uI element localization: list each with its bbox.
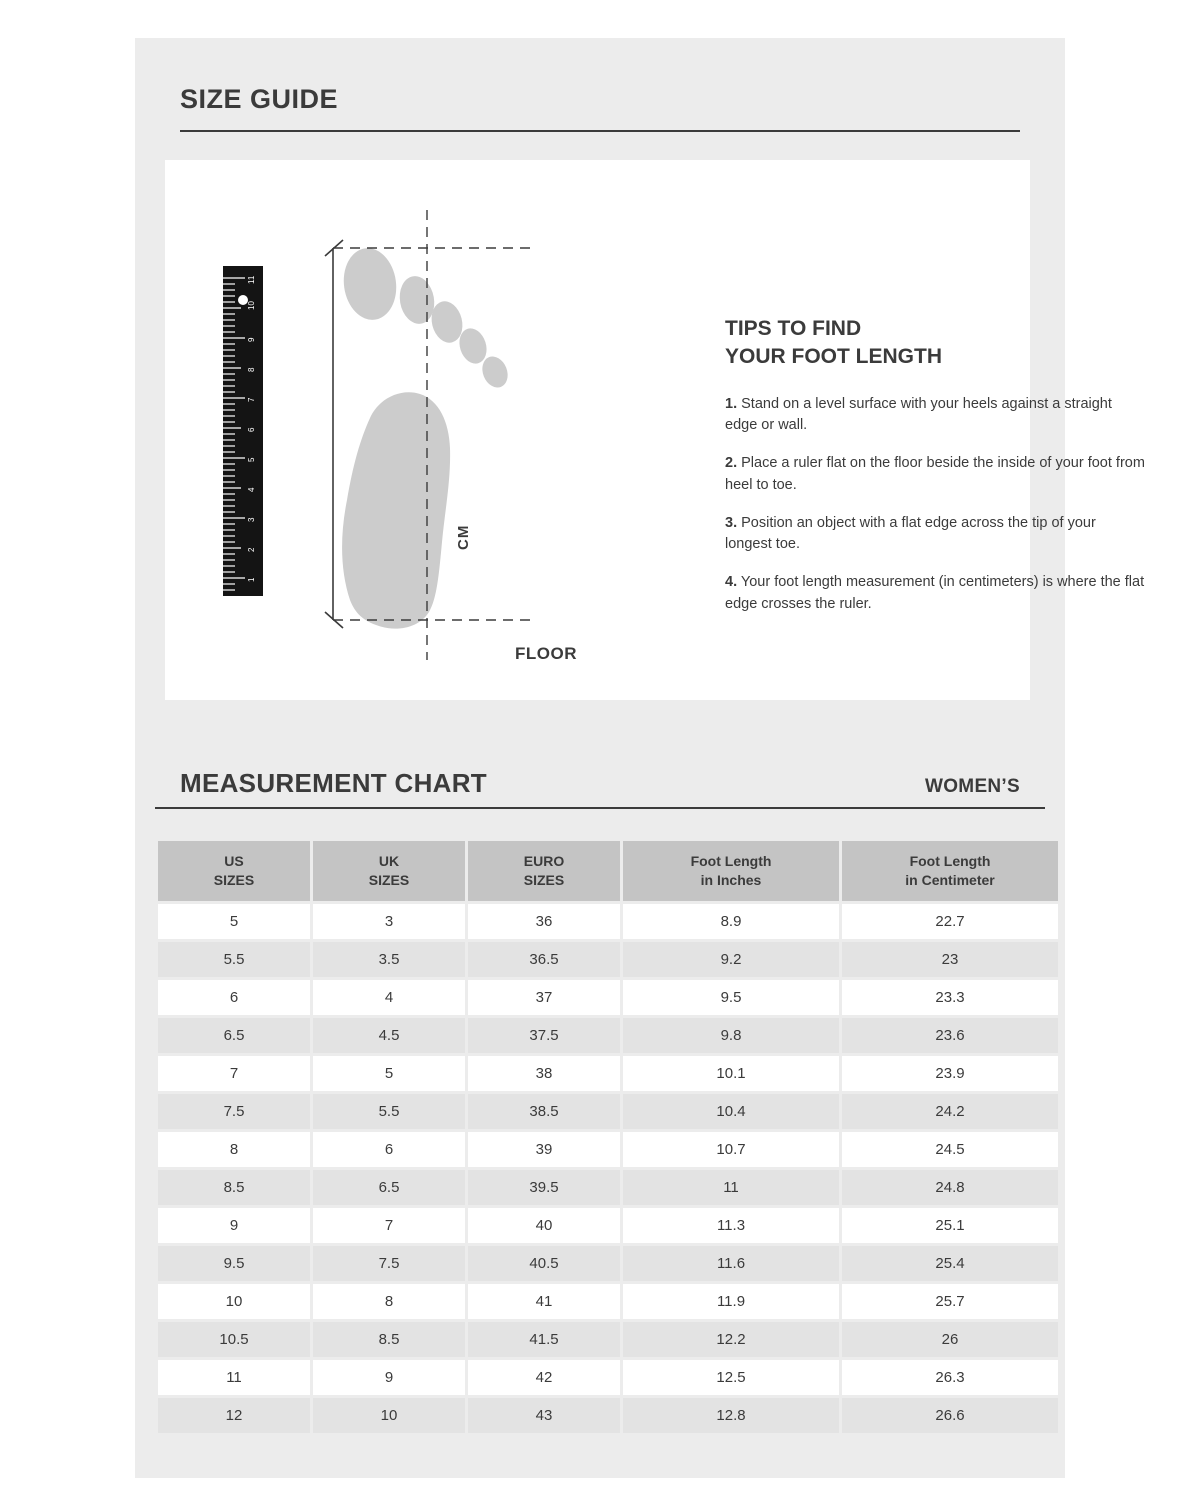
cell-inches: 12.2 xyxy=(623,1322,839,1357)
cell-uk: 3 xyxy=(313,904,465,939)
table-row xyxy=(158,1208,1058,1243)
cell-inches: 11.9 xyxy=(623,1284,839,1319)
cell-uk: 8 xyxy=(313,1284,465,1319)
header-line1: US xyxy=(224,853,244,869)
svg-text:3: 3 xyxy=(247,517,256,522)
cell-uk: 10 xyxy=(313,1398,465,1433)
svg-text:2: 2 xyxy=(247,547,256,552)
table-body xyxy=(158,904,1058,1433)
foot-silhouette-icon xyxy=(339,245,512,629)
header-line2: in Inches xyxy=(700,871,762,888)
header-line2: SIZES xyxy=(368,871,410,888)
cell-us: 11 xyxy=(158,1360,310,1395)
cell-uk: 9 xyxy=(313,1360,465,1395)
tip-item xyxy=(725,513,1145,557)
table-row xyxy=(158,1284,1058,1319)
cell-inches: 10.7 xyxy=(623,1132,839,1167)
cell-inches: 9.2 xyxy=(623,942,839,977)
cell-uk: 6.5 xyxy=(313,1170,465,1205)
header-line1: EURO xyxy=(523,853,565,869)
svg-text:1: 1 xyxy=(247,577,256,582)
cell-euro: 40 xyxy=(468,1208,620,1243)
floor-label: FLOOR xyxy=(515,644,577,663)
header-line2: SIZES xyxy=(213,871,255,888)
cell-inches: 11 xyxy=(623,1170,839,1205)
cell-euro: 41.5 xyxy=(468,1322,620,1357)
cell-us: 9.5 xyxy=(158,1246,310,1281)
svg-text:9: 9 xyxy=(247,337,256,342)
cm-axis-label: CM xyxy=(455,524,472,550)
cell-inches: 9.5 xyxy=(623,980,839,1015)
measurement-chart-audience: WOMEN’S xyxy=(925,776,1020,797)
column-header-euro xyxy=(468,841,620,901)
cell-euro: 38.5 xyxy=(468,1094,620,1129)
cell-euro: 43 xyxy=(468,1398,620,1433)
tips-heading-line2: YOUR FOOT LENGTH xyxy=(725,345,942,369)
title-divider xyxy=(180,130,1020,132)
chart-divider xyxy=(155,807,1045,809)
cell-cm: 23 xyxy=(842,942,1058,977)
svg-text:4: 4 xyxy=(247,487,256,492)
header-line1: UK xyxy=(378,853,400,869)
cell-cm: 24.2 xyxy=(842,1094,1058,1129)
table-row xyxy=(158,1018,1058,1053)
measurement-chart-title: MEASUREMENT CHART xyxy=(180,768,487,798)
header-line1: Foot Length xyxy=(909,853,991,869)
cell-cm: 25.7 xyxy=(842,1284,1058,1319)
cell-us: 5 xyxy=(158,904,310,939)
table-row xyxy=(158,1398,1058,1433)
cell-euro: 40.5 xyxy=(468,1246,620,1281)
cell-inches: 10.1 xyxy=(623,1056,839,1091)
cell-uk: 3.5 xyxy=(313,942,465,977)
cell-cm: 23.3 xyxy=(842,980,1058,1015)
cell-us: 6 xyxy=(158,980,310,1015)
cell-us: 6.5 xyxy=(158,1018,310,1053)
cell-us: 10.5 xyxy=(158,1322,310,1357)
cell-euro: 37.5 xyxy=(468,1018,620,1053)
header-line2: in Centimeter xyxy=(905,871,995,888)
tip-number: 1. xyxy=(725,395,738,412)
table-row xyxy=(158,1094,1058,1129)
cell-uk: 7.5 xyxy=(313,1246,465,1281)
cell-euro: 36.5 xyxy=(468,942,620,977)
cell-inches: 11.6 xyxy=(623,1246,839,1281)
column-header-uk xyxy=(313,841,465,901)
measurement-table xyxy=(155,838,1061,1436)
foot-measurement-diagram xyxy=(165,160,725,700)
table-row xyxy=(158,980,1058,1015)
table-row xyxy=(158,1056,1058,1091)
tips-block xyxy=(725,315,1145,632)
table-row xyxy=(158,1132,1058,1167)
svg-text:11: 11 xyxy=(247,275,256,284)
cell-cm: 26 xyxy=(842,1322,1058,1357)
tip-item xyxy=(725,572,1145,616)
tip-number: 4. xyxy=(725,574,738,591)
size-guide-card xyxy=(135,38,1145,1478)
tip-number: 2. xyxy=(725,455,738,472)
cell-uk: 6 xyxy=(313,1132,465,1167)
ruler-icon xyxy=(223,266,263,596)
tip-text: Place a ruler flat on the floor beside the inside of your foot from heel to toe. xyxy=(725,455,1145,493)
cell-euro: 38 xyxy=(468,1056,620,1091)
cell-cm: 22.7 xyxy=(842,904,1058,939)
cell-inches: 9.8 xyxy=(623,1018,839,1053)
cell-us: 5.5 xyxy=(158,942,310,977)
column-header-us xyxy=(158,841,310,901)
cell-us: 8.5 xyxy=(158,1170,310,1205)
tip-text: Stand on a level surface with your heels against a straight edge or wall. xyxy=(725,395,1112,434)
tip-item xyxy=(725,453,1145,497)
cell-cm: 23.9 xyxy=(842,1056,1058,1091)
table-row xyxy=(158,1360,1058,1395)
cell-cm: 24.5 xyxy=(842,1132,1058,1167)
cell-euro: 42 xyxy=(468,1360,620,1395)
cell-uk: 7 xyxy=(313,1208,465,1243)
tips-heading-line1: TIPS TO FIND xyxy=(725,317,862,340)
column-header-inches xyxy=(623,841,839,901)
cell-uk: 8.5 xyxy=(313,1322,465,1357)
cell-us: 9 xyxy=(158,1208,310,1243)
table-row xyxy=(158,1246,1058,1281)
cell-uk: 4 xyxy=(313,980,465,1015)
cell-inches: 12.8 xyxy=(623,1398,839,1433)
tip-item xyxy=(725,394,1145,438)
cell-cm: 25.1 xyxy=(842,1208,1058,1243)
svg-text:6: 6 xyxy=(247,427,256,432)
column-header-centimeter xyxy=(842,841,1058,901)
cell-cm: 26.3 xyxy=(842,1360,1058,1395)
header-line2: SIZES xyxy=(523,871,565,888)
cell-cm: 24.8 xyxy=(842,1170,1058,1205)
cell-euro: 39 xyxy=(468,1132,620,1167)
measurement-table-wrapper xyxy=(155,838,1045,1436)
cell-euro: 39.5 xyxy=(468,1170,620,1205)
svg-text:5: 5 xyxy=(247,457,256,462)
cell-cm: 25.4 xyxy=(842,1246,1058,1281)
cell-cm: 26.6 xyxy=(842,1398,1058,1433)
svg-text:8: 8 xyxy=(247,367,256,372)
table-row xyxy=(158,942,1058,977)
tip-number: 3. xyxy=(725,514,738,531)
tip-text: Your foot length measurement (in centimeters) is where the flat edge crosses the ruler. xyxy=(725,574,1145,612)
tip-text: Position an object with a flat edge across the tip of your longest toe. xyxy=(725,514,1096,553)
cell-us: 8 xyxy=(158,1132,310,1167)
table-row xyxy=(158,1322,1058,1357)
svg-text:7: 7 xyxy=(247,397,256,402)
cell-inches: 12.5 xyxy=(623,1360,839,1395)
cell-euro: 41 xyxy=(468,1284,620,1319)
cell-cm: 23.6 xyxy=(842,1018,1058,1053)
cell-us: 10 xyxy=(158,1284,310,1319)
cell-euro: 37 xyxy=(468,980,620,1015)
cell-uk: 5.5 xyxy=(313,1094,465,1129)
page-title: SIZE GUIDE xyxy=(180,84,339,114)
table-row xyxy=(158,1170,1058,1205)
cell-inches: 8.9 xyxy=(623,904,839,939)
cell-us: 7 xyxy=(158,1056,310,1091)
cell-euro: 36 xyxy=(468,904,620,939)
cell-inches: 11.3 xyxy=(623,1208,839,1243)
cell-uk: 5 xyxy=(313,1056,465,1091)
tips-heading xyxy=(725,315,1145,372)
illustration-panel xyxy=(165,160,1145,700)
cell-inches: 10.4 xyxy=(623,1094,839,1129)
svg-text:10: 10 xyxy=(247,301,256,310)
cell-uk: 4.5 xyxy=(313,1018,465,1053)
table-row xyxy=(158,904,1058,939)
cell-us: 12 xyxy=(158,1398,310,1433)
header-line1: Foot Length xyxy=(690,853,772,869)
table-header-row xyxy=(158,841,1058,901)
cell-us: 7.5 xyxy=(158,1094,310,1129)
